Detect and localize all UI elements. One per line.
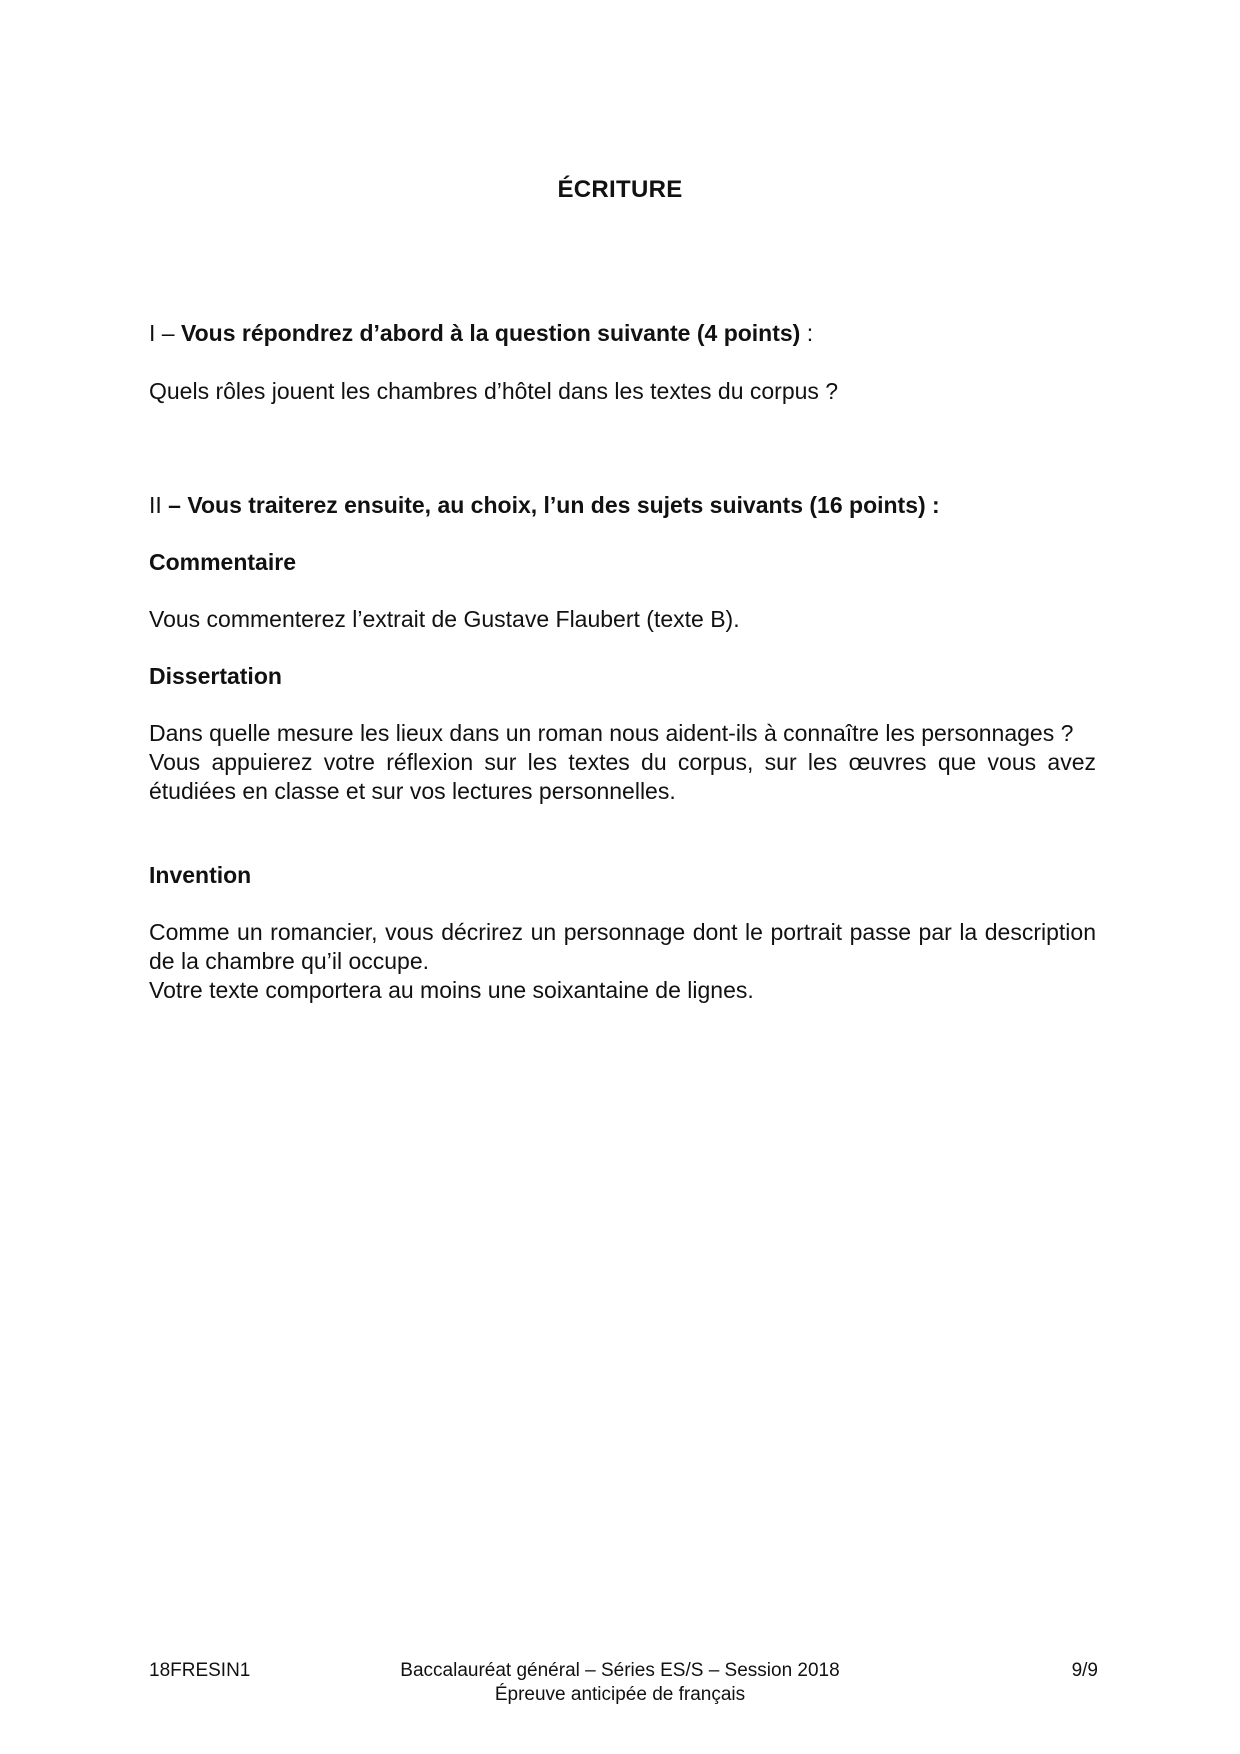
commentaire-text: Vous commenterez l’extrait de Gustave Flaubert (texte B).: [149, 606, 740, 632]
footer-session: Baccalauréat général – Séries ES/S – Session 2018: [400, 1660, 840, 1681]
commentaire-heading: Commentaire: [149, 549, 296, 575]
page-title: ÉCRITURE: [557, 176, 683, 203]
part2-prefix: II: [149, 492, 169, 518]
footer-page-number: 9/9: [1071, 1660, 1098, 1681]
part1-suffix: :: [800, 320, 814, 346]
footer-center: [0, 1659, 1240, 1707]
dissertation-heading: Dissertation: [149, 663, 282, 689]
invention-heading: Invention: [149, 862, 252, 888]
dissertation-question: [149, 719, 1096, 806]
invention-text-2: Votre texte comportera au moins une soixantaine de lignes.: [149, 977, 754, 1003]
footer-code: 18FRESIN1: [149, 1660, 251, 1681]
invention-subject: [149, 918, 1096, 1005]
part1-prefix: I –: [149, 320, 181, 346]
part2-heading: [149, 491, 1096, 520]
part1-heading-text: Vous répondrez d’abord à la question suivante (4 points): [180, 320, 801, 346]
dissertation-text-2: Vous appuierez votre réflexion sur les textes du corpus, sur les œuvres que vous avez étudiées en classe et sur vos lectures personnelles.: [149, 749, 1096, 804]
part2-heading-text: – Vous traiterez ensuite, au choix, l’un des sujets suivants (16 points) :: [168, 492, 940, 518]
part1-heading: [149, 319, 1096, 348]
invention-text-1: Comme un romancier, vous décrirez un personnage dont le portrait passe par la description de la chambre qu’il occupe.: [149, 919, 1096, 974]
part1-question: Quels rôles jouent les chambres d’hôtel dans les textes du corpus ?: [149, 378, 839, 404]
footer-exam-name: Épreuve anticipée de français: [494, 1684, 746, 1705]
dissertation-text-1: Dans quelle mesure les lieux dans un roman nous aident-ils à connaître les personnages ?: [149, 720, 1074, 746]
